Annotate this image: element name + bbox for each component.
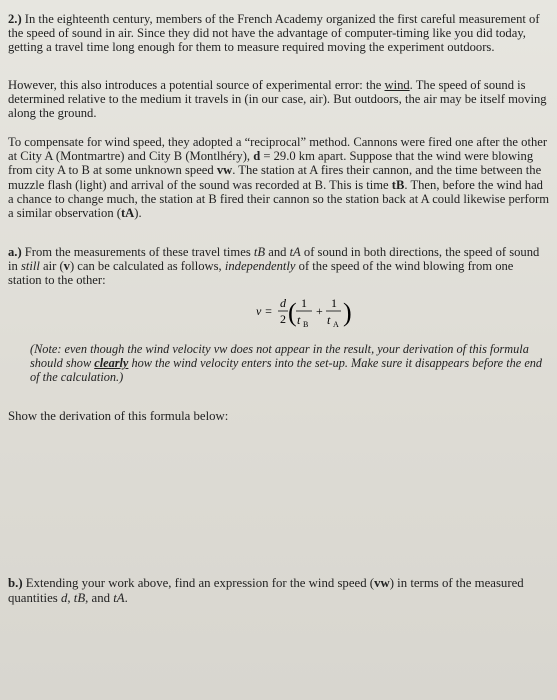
distance-symbol: d [253,149,261,164]
part-b-tb: tB [73,591,86,605]
formula-plus: + [316,304,323,318]
note-text-c: how the wind velocity enters into the set-up. Make sure it disappears before the end of the calculation.) [30,356,543,384]
formula-one-a: 1 [301,296,307,310]
time-a-symbol: tA [120,206,135,221]
formula-two: 2 [280,312,286,326]
part-b-and: , and [85,591,114,605]
time-b-symbol: tB [391,177,405,192]
wind-paragraph [8,78,550,121]
reciprocal-text-e: ). [134,206,142,221]
formula-lhs: v = [256,304,273,318]
part-b-ta: tA [113,591,125,605]
note-text-a: (Note: even though the wind velocity [30,342,214,356]
svg-text:): ) [343,298,352,327]
note-paragraph [30,342,545,384]
svg-text:A: A [333,320,339,329]
part-b-comma: , [67,591,74,605]
part-a-text-c: air ( [39,259,64,274]
part-b-label: b.) [8,576,23,590]
wind-text-b: . The speed of sound is determined relative to the medium it travels in (in our case, air). But outdoors, the air may be itself moving along the ground. [8,78,547,121]
part-b-vw: vw [374,576,390,590]
reciprocal-text-b: = 29.0 km apart. Suppose that the wind were blowing from city A to B at some unknown speed [8,149,534,178]
reciprocal-text-a: To compensate for wind speed, they adopted a “reciprocal” method. Cannons were fired one after the other at City A (Montmartre) and City B (Montlhéry), [8,135,548,164]
speed-formula [256,288,366,334]
reciprocal-paragraph [8,135,550,220]
part-a-independently: independently [224,259,296,274]
formula-d: d [280,296,286,310]
reciprocal-text-c: . The station at A fires their cannon, and the time between the muzzle flash (light) and arrival of the sound was recorded at B. This is time [8,163,542,192]
part-a-ta: tA [289,245,301,259]
part-b-text-a: Extending your work above, find an expression for the wind speed ( [22,576,375,590]
part-b-question [8,576,548,606]
part-b-d: d [60,591,68,605]
intro-paragraph [8,12,550,55]
part-a-text-e: of the speed of the wind blowing from one station to the other: [8,259,514,288]
part-a-text-d: ) can be calculated as follows, [69,259,225,274]
note-clearly: clearly [94,356,129,370]
svg-text:(: ( [288,298,297,327]
show-derivation-prompt: Show the derivation of this formula below: [8,409,229,423]
problem-number: 2.) [8,12,22,26]
part-a-label: a.) [8,245,22,259]
part-a-text-b: of sound in both directions, the speed of sound in [8,245,540,274]
wind-speed-symbol: vw [216,163,233,178]
wind-word: wind [384,78,410,92]
formula-ta: t [327,313,331,327]
reciprocal-text-d: . Then, before the wind had a chance to change much, the station at B fired their cannon so the station back at A could likewise perform a similar observation ( [8,177,550,221]
part-a-question [8,245,550,288]
part-a-v: v [63,259,70,274]
part-b-period: . [124,591,128,605]
part-a-tb: tB [253,245,266,259]
part-a-text-a: From the measurements of these travel times [21,245,254,259]
wind-text-a: However, this also introduces a potential source of experimental error: the [8,78,385,92]
formula-tb: t [297,313,301,327]
part-a-still: still [20,259,40,274]
formula-one-b: 1 [331,296,337,310]
part-a-and: and [265,245,290,259]
intro-text: In the eighteenth century, members of the French Academy organized the first careful measurement of the speed of sound in air. Since they did not have the advantage of computer-timing like you did today, getting a travel time long enough for them to measure required moving the experiment outdoors. [8,12,540,55]
part-b-text-b: ) in terms of the measured quantities [8,576,524,605]
note-vw: vw [213,342,228,356]
note-text-b: does not appear in the result, your derivation of this formula should show [30,342,529,370]
svg-text:B: B [303,320,309,329]
